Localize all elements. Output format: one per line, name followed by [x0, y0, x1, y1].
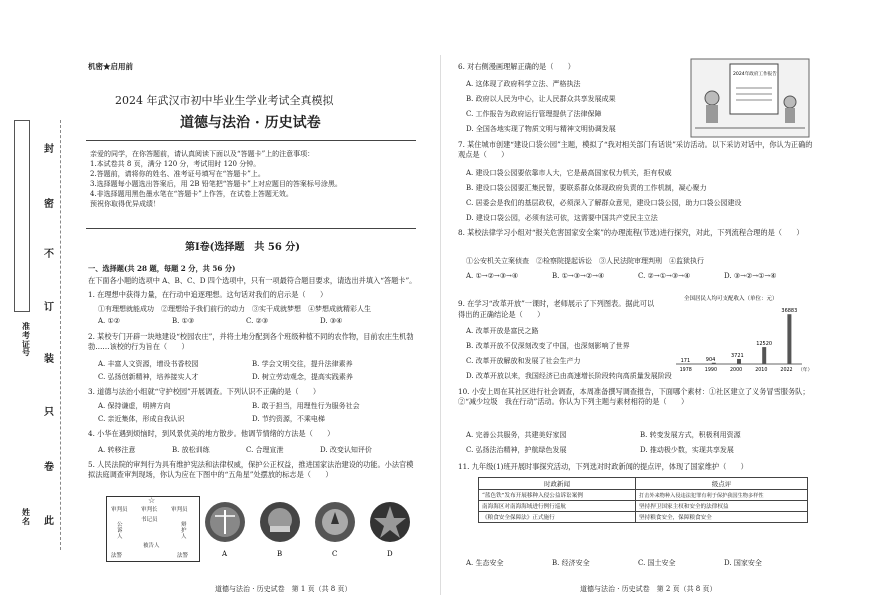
- left-binding-margin: [0, 0, 68, 615]
- answer-b[interactable]: B. ①③: [172, 317, 195, 325]
- candidate-number-label: 准考证号: [22, 321, 30, 358]
- margin-char: 装: [44, 354, 54, 365]
- bar: [762, 347, 766, 364]
- answer-a[interactable]: A. 转移注意: [98, 446, 136, 454]
- x-tick-label: 1978: [679, 368, 692, 373]
- section-title: 一、选择题(共 28 题，每题 2 分，共 56 分): [88, 264, 236, 273]
- table-cell: 《粮食安全保障法》正式施行: [479, 512, 636, 523]
- answer-a[interactable]: A. ①②: [98, 317, 121, 325]
- margin-char: 只: [44, 407, 54, 418]
- answer-c[interactable]: C. 弘扬创新精神，培养接实人才: [98, 373, 199, 381]
- star-mark: ☆: [148, 496, 156, 505]
- table-cell: 打击外来物种入侵违法犯罪有利于保护我国生物多样性: [636, 490, 808, 501]
- answer-a[interactable]: A. 生态安全: [466, 559, 504, 567]
- table-header-row: [479, 478, 808, 490]
- answer-a[interactable]: A. 保持谦虚，明辨方向: [98, 402, 171, 410]
- page-divider: [440, 55, 441, 595]
- table-header: 时政新闻: [479, 478, 636, 490]
- x-tick-label: 2022: [780, 368, 793, 373]
- answer-a[interactable]: A. ①→②→③→④: [466, 272, 519, 280]
- bar: [712, 363, 716, 364]
- header-rule: [86, 140, 416, 141]
- answer-b[interactable]: B. 学会文明交往，提升法律素养: [252, 360, 353, 368]
- bar-value-label: 3721: [731, 352, 744, 359]
- table-cell: 南海海区对南海海域进行例行巡航: [479, 501, 636, 512]
- bar: [687, 364, 691, 365]
- court-judge: 审判员: [111, 507, 128, 513]
- question-stem: 11. 九年级(1)班开展时事探究活动，下列选对时政新闻的提点评，体现了国家维护（ ）: [458, 462, 748, 471]
- emblem-police-icon[interactable]: [370, 502, 410, 542]
- table-row: [479, 501, 808, 512]
- court-prosecutor: 公诉人: [117, 522, 123, 540]
- answer-c[interactable]: C. 弘扬法治精神，护航绿色发展: [466, 446, 567, 454]
- question-stem: 4. 小华在遇到烦恼时，到风景优美的地方散步。他调节情绪的方法是（ ）: [88, 429, 335, 438]
- court-defendant: 被告人: [143, 543, 160, 549]
- question-stem: 2. 某校专门开辟一块地建设“校园农庄”，并将土地分配到各个班级种植不同的农作物，目前农庄生机勃勃……该校的行为旨在（ ）: [88, 332, 414, 351]
- bar: [787, 314, 791, 364]
- answer-b[interactable]: B. 建设口袋公园要汇集民智，要联系群众体现政府负责的工作机制，凝心聚力: [466, 184, 707, 192]
- x-tick-label: 1990: [704, 368, 718, 373]
- bar-value-label: 36883: [781, 308, 798, 315]
- answer-d[interactable]: D. 建设口袋公园，必须有法可依，这需要中国共产党民主立法: [466, 214, 658, 222]
- answer-d[interactable]: D. 节约资源，不乘电梯: [252, 415, 325, 423]
- question-stem: 7. 某住城市创建“建设口袋公园”主题，模拟了“我对相关部门有话说”采访活动。以下采访对话中，你认为正确的观点是（ ）: [458, 140, 813, 160]
- chart-title: 全国居民人均可支配收入（单位：元）: [684, 296, 778, 302]
- table-cell: 坚持粮食安全，保障粮食安全: [636, 512, 808, 523]
- question-stem: 9. 在学习“改革开放”一课时，老师展示了下列图表。据此可以得出的正确结论是（ ）: [458, 299, 655, 320]
- table-cell: 坚持捍卫国家主权和安全的法律权益: [636, 501, 808, 512]
- notice-item: 4.非选择题用黑色墨水笔在“答题卡”上作答，在试卷上答题无效。: [90, 190, 293, 199]
- notice-block: [90, 150, 342, 208]
- question-stem: 3. 道德与法治小组就“守护校园”开展调查。下列认识不正确的是（ ）: [88, 387, 321, 396]
- answer-d[interactable]: D. ③→②→①→④: [724, 272, 777, 280]
- answer-a[interactable]: A. 这体现了政府科学立法、严格执法: [466, 80, 581, 88]
- answer-b[interactable]: B. 经济安全: [552, 559, 590, 567]
- question-stem: 10. 小安上周在其社区进行社会调查，本周准备撰写调查报告，下面哪个素材：①社区建立了义务冒雪服务队；②“减少垃圾 我在行动”活动。你认为下列主题与素材相符的是（ ）: [458, 387, 810, 407]
- answer-b[interactable]: B. 改革开放不仅深刻改变了中国，也深刻影响了世界: [466, 342, 630, 350]
- court-police: 法警: [177, 553, 189, 559]
- answer-c[interactable]: C. 国土安全: [638, 559, 676, 567]
- answer-c[interactable]: C. 居委会是我们的基层政权，必须深入了解群众意见，建设口袋公园，助力口袋公园建设: [466, 199, 742, 207]
- question-stem: 5. 人民法院的审判行为具有维护宪法和法律权威，保护公正权益，推进国家法治建设的功能。小法官模拟法庭调查审判现场，你认为应在下图中的“五角星”处摆放的标志是（ ）: [88, 460, 414, 479]
- emblem-label: B: [277, 550, 283, 558]
- bar-value-label: 904: [705, 356, 716, 363]
- notice-item: 3.选择题每小题选出答案后，用 2B 铅笔把“答题卡”上对应题目的答案标号涂黑。: [90, 180, 342, 189]
- answer-a[interactable]: A. 改革开放是富民之路: [466, 327, 539, 335]
- answer-c[interactable]: C. 工作报告为政府运行管理提供了法律保障: [466, 110, 602, 118]
- candidate-number-box[interactable]: [14, 120, 30, 312]
- answer-c[interactable]: C. 改革开放解放和发展了社会生产力: [466, 357, 581, 365]
- name-label: 姓名: [22, 507, 30, 526]
- bar: [737, 359, 741, 364]
- emblem-procuratorate-icon[interactable]: [315, 502, 355, 542]
- notice-wish: 预祝你取得优异成绩！: [90, 200, 160, 209]
- section-instructions: 在下面各小题的选项中 A、B、C、D 四个选项中，只有一项最符合题目要求，请选出并填入“答题卡”。: [88, 276, 417, 285]
- exam-title: 2024 年武汉市初中毕业生学业考试全真模拟: [115, 94, 334, 107]
- answer-a[interactable]: A. 完善公共服务，共建美好家园: [466, 431, 567, 439]
- subject-title: 道德与法治 · 历史试卷: [180, 115, 321, 131]
- emblem-justice-icon[interactable]: [205, 502, 245, 542]
- answer-c[interactable]: C. 亲近集体，形成自我认识: [98, 415, 185, 423]
- cartoon-caption: 2024年政府工作报告: [733, 72, 777, 77]
- answer-d[interactable]: D. 改变认知评价: [320, 446, 372, 454]
- question-options: ①公安机关立案侦查 ②检察院提起诉讼 ③人民法院审理判刑 ④监狱执行: [466, 257, 704, 265]
- answer-a[interactable]: A. 建设口袋公园要依靠市人大，它是最高国家权力机关，拒有权威: [466, 169, 672, 177]
- emblem-options: [200, 494, 415, 562]
- court-judge: 审判员: [171, 507, 188, 513]
- question-stem: 8. 某校法律学习小组对“报关危害国家安全案”的办理流程(节选)进行探究，对此，下列流程合理的是（ ）: [458, 228, 804, 237]
- court-chief: 审判长: [141, 507, 158, 513]
- income-bar-chart: [664, 292, 814, 382]
- answer-b[interactable]: B. ①→③→②→④: [552, 272, 605, 280]
- margin-char: 封: [44, 144, 54, 155]
- answer-d[interactable]: D. 全国各地实现了物质文明与精神文明协调发展: [466, 125, 616, 133]
- notice-item: 1.本试卷共 8 页，满分 120 分，考试用时 120 分钟。: [90, 160, 261, 169]
- notice-intro: 亲爱的同学，在你答题前，请认真阅读下面以及“答题卡”上的注意事项：: [90, 150, 315, 158]
- margin-char: 卷: [44, 462, 54, 473]
- table-row: [479, 512, 808, 523]
- binding-line: [60, 120, 61, 550]
- notice-rule: [86, 228, 416, 229]
- table-header: 级点评: [636, 478, 808, 490]
- table-cell: “蓝色铁”发布开展移种入侵公益诉讼案例: [479, 490, 636, 501]
- court-clerk: 书记员: [141, 517, 158, 523]
- court-police: 法警: [111, 553, 123, 559]
- news-table: [478, 477, 808, 523]
- question-stem: 6. 对右侧漫画理解正确的是（ ）: [458, 62, 575, 71]
- answer-c[interactable]: C. 合理宣泄: [246, 446, 284, 454]
- part1-title: 第Ⅰ卷(选择题 共 56 分): [185, 242, 301, 253]
- emblem-label: C: [332, 550, 338, 558]
- answer-b[interactable]: B. 敢于担当，用理性行为服务社会: [252, 402, 360, 410]
- cartoon-image: [690, 58, 810, 138]
- emblem-national-icon[interactable]: [260, 502, 300, 542]
- page-footer: 道德与法治 · 历史试卷 第 2 页（共 8 页）: [580, 585, 717, 593]
- margin-char: 密: [44, 199, 54, 210]
- secret-label: 机密★启用前: [88, 62, 133, 71]
- answer-b[interactable]: B. 转变发展方式，积极利用资源: [640, 431, 741, 439]
- question-stem: 1. 在理想中获得力量，在行动中追逐理想。这句话对我们的启示是（ ）: [88, 290, 328, 299]
- x-axis-label: （年）: [798, 368, 813, 373]
- page-footer: 道德与法治 · 历史试卷 第 1 页（共 8 页）: [215, 585, 352, 593]
- answer-c[interactable]: C. ②③: [246, 317, 269, 325]
- answer-d[interactable]: D. 推动极少数，实现共享发展: [640, 446, 734, 454]
- answer-a[interactable]: A. 丰富人文资源，增设书香校园: [98, 360, 199, 368]
- answer-b[interactable]: B. 放松训练: [172, 446, 210, 454]
- table-row: [479, 490, 808, 501]
- x-tick-label: 2000: [730, 368, 743, 373]
- emblem-label: D: [387, 550, 393, 558]
- answer-c[interactable]: C. ②→①→③→④: [638, 272, 691, 280]
- answer-d[interactable]: D. 树立劳动观念，提高实践素养: [252, 373, 353, 381]
- court-defender: 辩护人: [181, 522, 187, 540]
- margin-char: 不: [44, 249, 54, 260]
- notice-item: 2.答题前，请将你的姓名、准考证号填写在“答题卡”上。: [90, 170, 265, 179]
- margin-char: 此: [44, 516, 54, 527]
- courtroom-diagram: [106, 496, 200, 562]
- question-options: ①有理想就能成功 ②理想给予我们前行的动力 ③实干成就梦想 ④梦想成就精彩人生: [98, 305, 371, 313]
- emblem-label: A: [222, 550, 228, 558]
- bar-value-label: 12520: [756, 341, 773, 348]
- x-tick-label: 2010: [755, 368, 768, 373]
- answer-d[interactable]: D. 改革开放以来，我国经济已由高速增长阶段转向高质量发展阶段: [466, 372, 672, 380]
- answer-d[interactable]: D. 国家安全: [724, 559, 762, 567]
- margin-char: 订: [44, 302, 54, 313]
- answer-b[interactable]: B. 政府以人民为中心，让人民群众共享发展成果: [466, 95, 616, 103]
- answer-d[interactable]: D. ③④: [320, 317, 343, 325]
- bar-value-label: 171: [680, 357, 691, 364]
